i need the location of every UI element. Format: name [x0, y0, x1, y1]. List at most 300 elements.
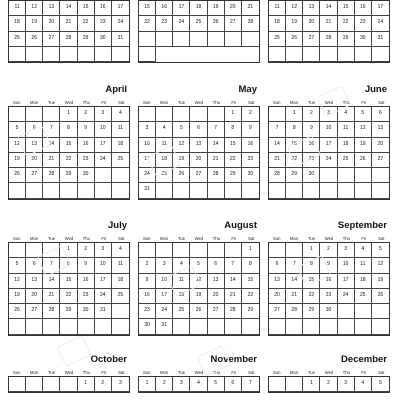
- day-cell: [95, 183, 112, 198]
- weekday-label: Sat: [378, 370, 385, 375]
- weekday-header: [8, 100, 130, 105]
- day-cell: [208, 1, 225, 16]
- day-cell: [173, 319, 190, 334]
- day-cell: [303, 153, 320, 168]
- day-number: 3: [344, 380, 348, 386]
- day-cell: [112, 107, 129, 122]
- day-cell: [355, 319, 372, 334]
- weekday-label: Thu: [212, 236, 220, 241]
- day-cell: [156, 304, 173, 319]
- day-number: 8: [67, 125, 70, 132]
- day-cell: [320, 304, 337, 319]
- day-number: 20: [274, 291, 280, 298]
- day-cell: [9, 304, 26, 319]
- day-number: 5: [379, 380, 382, 386]
- day-number: 1: [67, 246, 70, 252]
- day-number: 2: [145, 261, 149, 268]
- day-cell: [269, 319, 286, 334]
- day-number: 16: [144, 291, 150, 298]
- day-cell: [43, 183, 60, 198]
- day-cell: [208, 319, 225, 334]
- day-cell: [95, 168, 112, 183]
- day-cell: [26, 153, 43, 168]
- day-number: 29: [82, 34, 89, 41]
- day-number: 26: [291, 34, 297, 41]
- day-cell: [26, 107, 43, 122]
- day-cell: [112, 16, 129, 31]
- day-cell: [286, 377, 303, 392]
- day-cell: [9, 107, 26, 122]
- day-cell: [286, 183, 303, 198]
- day-cell: [338, 168, 355, 183]
- day-number: 15: [247, 276, 254, 283]
- weekday-label: Tue: [178, 370, 186, 375]
- day-cell: [173, 304, 190, 319]
- day-number: 13: [274, 276, 280, 283]
- day-number: 30: [82, 171, 89, 178]
- day-cell: [303, 16, 320, 31]
- day-number: 25: [342, 155, 349, 162]
- day-cell: [9, 319, 26, 334]
- day-cell: [286, 107, 303, 122]
- day-cell: [242, 274, 259, 289]
- day-number: 10: [144, 140, 150, 147]
- day-number: 6: [214, 261, 218, 268]
- day-cell: [338, 243, 355, 258]
- weekday-label: Wed: [64, 370, 74, 375]
- day-cell: [78, 304, 95, 319]
- day-grid: [268, 242, 390, 336]
- day-number: 22: [291, 155, 297, 162]
- weekday-label: Sun: [12, 370, 21, 375]
- weekday-label: Sat: [248, 370, 255, 375]
- day-cell: [95, 153, 112, 168]
- day-cell: [372, 138, 389, 153]
- day-cell: [43, 258, 60, 273]
- day-cell: [173, 243, 190, 258]
- day-cell: [112, 122, 129, 137]
- day-number: 16: [308, 140, 315, 147]
- day-number: 6: [275, 261, 279, 268]
- day-number: 4: [179, 261, 183, 268]
- day-cell: [112, 183, 129, 198]
- day-cell: [242, 168, 259, 183]
- day-number: 26: [14, 307, 20, 314]
- day-cell: [78, 47, 95, 62]
- day-cell: [139, 107, 156, 122]
- day-cell: [372, 304, 389, 319]
- day-number: 31: [161, 322, 167, 329]
- day-number: 8: [249, 261, 252, 268]
- day-cell: [78, 274, 95, 289]
- day-cell: [225, 274, 242, 289]
- day-number: 14: [48, 140, 55, 147]
- day-cell: [338, 289, 355, 304]
- day-cell: [320, 289, 337, 304]
- day-cell: [112, 258, 129, 273]
- day-cell: [9, 274, 26, 289]
- day-number: 24: [178, 19, 185, 26]
- day-cell: [139, 183, 156, 198]
- day-number: 11: [161, 140, 167, 147]
- day-number: 2: [249, 110, 252, 116]
- day-cell: [173, 138, 190, 153]
- day-number: 7: [231, 261, 235, 268]
- day-number: 5: [15, 261, 19, 268]
- day-grid: [8, 106, 130, 200]
- day-number: 3: [101, 110, 105, 116]
- weekday-label: Sun: [272, 370, 281, 375]
- day-cell: [269, 183, 286, 198]
- day-cell: [156, 243, 173, 258]
- day-cell: [26, 1, 43, 16]
- day-cell: [139, 1, 156, 16]
- day-cell: [95, 377, 112, 392]
- day-cell: [95, 138, 112, 153]
- day-cell: [112, 304, 129, 319]
- day-cell: [372, 32, 389, 47]
- day-number: 25: [359, 291, 366, 298]
- weekday-label: Sat: [248, 100, 255, 105]
- day-cell: [156, 1, 173, 16]
- day-number: 22: [65, 291, 72, 298]
- weekday-label: Sat: [118, 236, 125, 241]
- day-number: 5: [15, 125, 19, 132]
- day-cell: [190, 16, 207, 31]
- day-cell: [43, 377, 60, 392]
- day-cell: [78, 122, 95, 137]
- day-number: 14: [325, 4, 332, 10]
- day-number: 9: [327, 261, 330, 268]
- day-cell: [338, 319, 355, 334]
- day-cell: [60, 377, 77, 392]
- day-number: 10: [325, 125, 332, 132]
- day-number: 19: [14, 291, 20, 298]
- weekday-header: [138, 236, 260, 241]
- day-number: 18: [117, 276, 124, 283]
- day-cell: [303, 289, 320, 304]
- day-cell: [269, 304, 286, 319]
- day-grid: [8, 242, 130, 336]
- day-cell: [26, 122, 43, 137]
- day-cell: [9, 47, 26, 62]
- day-cell: [269, 47, 286, 62]
- day-number: 27: [229, 19, 236, 26]
- day-number: 25: [161, 171, 167, 178]
- day-cell: [269, 289, 286, 304]
- weekday-label: Fri: [101, 236, 107, 241]
- day-cell: [320, 243, 337, 258]
- day-cell: [269, 138, 286, 153]
- day-cell: [173, 32, 190, 47]
- day-cell: [225, 153, 242, 168]
- day-cell: [320, 16, 337, 31]
- day-cell: [208, 377, 225, 392]
- day-number: 24: [342, 291, 349, 298]
- day-cell: [43, 47, 60, 62]
- day-number: 4: [119, 246, 122, 252]
- day-cell: [190, 243, 207, 258]
- day-cell: [139, 122, 156, 137]
- day-number: 15: [308, 276, 315, 283]
- day-number: 20: [31, 155, 37, 162]
- day-cell: [286, 153, 303, 168]
- day-cell: [320, 168, 337, 183]
- day-number: 12: [178, 140, 185, 147]
- day-cell: [355, 47, 372, 62]
- weekday-label: Sat: [118, 100, 125, 105]
- day-cell: [139, 377, 156, 392]
- day-cell: [112, 1, 129, 16]
- day-number: 20: [229, 4, 236, 10]
- day-number: 29: [291, 171, 297, 178]
- day-cell: [139, 47, 156, 62]
- day-number: 19: [178, 155, 185, 162]
- day-cell: [60, 243, 77, 258]
- day-cell: [320, 377, 337, 392]
- weekday-label: Fri: [231, 370, 237, 375]
- day-number: 28: [291, 307, 297, 314]
- day-cell: [112, 138, 129, 153]
- day-cell: [269, 16, 286, 31]
- day-number: 28: [229, 307, 236, 314]
- day-cell: [225, 304, 242, 319]
- day-number: 27: [212, 307, 219, 314]
- day-number: 24: [144, 171, 150, 178]
- day-cell: [26, 47, 43, 62]
- day-number: 20: [212, 291, 219, 298]
- day-cell: [303, 243, 320, 258]
- day-cell: [60, 304, 77, 319]
- day-grid: [268, 0, 390, 63]
- weekday-label: Tue: [48, 370, 56, 375]
- day-number: 25: [178, 307, 185, 314]
- day-cell: [320, 138, 337, 153]
- day-cell: [190, 274, 207, 289]
- day-cell: [43, 153, 60, 168]
- weekday-label: Thu: [342, 100, 350, 105]
- day-cell: [338, 183, 355, 198]
- day-cell: [286, 47, 303, 62]
- day-number: 22: [308, 291, 315, 298]
- day-cell: [303, 258, 320, 273]
- day-cell: [320, 319, 337, 334]
- day-number: 25: [117, 291, 124, 298]
- day-cell: [225, 32, 242, 47]
- day-number: 5: [197, 261, 200, 268]
- day-number: 16: [359, 4, 366, 10]
- weekday-header: [8, 370, 130, 375]
- day-number: 17: [161, 291, 167, 298]
- day-cell: [26, 138, 43, 153]
- day-number: 19: [377, 276, 384, 283]
- day-cell: [60, 183, 77, 198]
- day-number: 7: [49, 261, 53, 268]
- day-cell: [156, 107, 173, 122]
- day-cell: [320, 274, 337, 289]
- day-cell: [286, 319, 303, 334]
- day-cell: [338, 122, 355, 137]
- day-cell: [355, 274, 372, 289]
- month-title: April: [105, 84, 127, 95]
- day-cell: [190, 289, 207, 304]
- weekday-label: Wed: [324, 236, 334, 241]
- day-number: 1: [309, 380, 313, 386]
- day-cell: [173, 153, 190, 168]
- day-number: 19: [14, 155, 20, 162]
- day-cell: [9, 153, 26, 168]
- day-cell: [112, 153, 129, 168]
- day-number: 20: [31, 291, 37, 298]
- weekday-header: [138, 100, 260, 105]
- day-number: 23: [359, 19, 366, 26]
- day-number: 2: [162, 380, 166, 386]
- month-title: June: [364, 84, 387, 95]
- day-cell: [78, 319, 95, 334]
- weekday-label: Wed: [194, 370, 204, 375]
- day-cell: [26, 168, 43, 183]
- day-cell: [242, 16, 259, 31]
- day-number: 18: [14, 19, 20, 26]
- day-grid: [138, 0, 260, 63]
- day-cell: [78, 107, 95, 122]
- day-cell: [139, 274, 156, 289]
- day-cell: [156, 168, 173, 183]
- day-cell: [173, 258, 190, 273]
- day-cell: [156, 319, 173, 334]
- day-cell: [112, 319, 129, 334]
- day-cell: [286, 16, 303, 31]
- day-cell: [43, 243, 60, 258]
- day-cell: [355, 1, 372, 16]
- day-cell: [242, 319, 259, 334]
- day-cell: [173, 168, 190, 183]
- day-number: 29: [65, 171, 72, 178]
- day-number: 3: [145, 125, 149, 132]
- day-number: 28: [48, 171, 55, 178]
- day-number: 1: [67, 110, 70, 116]
- weekday-label: Tue: [48, 236, 56, 241]
- day-cell: [9, 289, 26, 304]
- day-number: 4: [344, 110, 348, 116]
- day-cell: [95, 319, 112, 334]
- day-number: 18: [195, 4, 202, 10]
- day-number: 17: [342, 276, 349, 283]
- day-cell: [286, 289, 303, 304]
- day-number: 28: [325, 34, 332, 41]
- day-cell: [269, 153, 286, 168]
- weekday-label: Fri: [231, 236, 237, 241]
- day-number: 15: [82, 4, 89, 10]
- day-number: 20: [195, 155, 202, 162]
- day-cell: [43, 107, 60, 122]
- day-cell: [78, 138, 95, 153]
- day-number: 22: [229, 155, 236, 162]
- day-cell: [242, 243, 259, 258]
- day-number: 10: [99, 261, 106, 268]
- day-cell: [95, 47, 112, 62]
- day-cell: [112, 243, 129, 258]
- day-cell: [372, 47, 389, 62]
- day-number: 2: [327, 246, 330, 252]
- day-cell: [372, 107, 389, 122]
- day-number: 23: [325, 291, 332, 298]
- day-cell: [60, 168, 77, 183]
- day-cell: [43, 16, 60, 31]
- day-cell: [225, 243, 242, 258]
- day-cell: [190, 168, 207, 183]
- day-cell: [190, 122, 207, 137]
- day-number: 11: [14, 4, 20, 10]
- day-number: 16: [247, 140, 254, 147]
- day-cell: [190, 138, 207, 153]
- day-number: 3: [179, 380, 183, 386]
- day-number: 18: [274, 19, 280, 26]
- day-number: 31: [117, 34, 124, 41]
- day-cell: [9, 243, 26, 258]
- weekday-label: Tue: [308, 236, 316, 241]
- day-number: 15: [65, 276, 72, 283]
- day-number: 13: [31, 140, 37, 147]
- weekday-label: Fri: [361, 100, 367, 105]
- day-cell: [372, 1, 389, 16]
- day-cell: [190, 183, 207, 198]
- day-number: 26: [14, 171, 20, 178]
- day-cell: [269, 122, 286, 137]
- weekday-label: Wed: [194, 236, 204, 241]
- day-number: 30: [82, 307, 89, 314]
- day-cell: [242, 183, 259, 198]
- day-cell: [43, 138, 60, 153]
- day-number: 25: [14, 34, 20, 41]
- day-cell: [139, 138, 156, 153]
- weekday-label: Wed: [64, 236, 74, 241]
- day-number: 25: [117, 155, 124, 162]
- day-cell: [225, 289, 242, 304]
- day-number: 15: [229, 140, 236, 147]
- day-cell: [303, 32, 320, 47]
- day-cell: [139, 32, 156, 47]
- day-number: 24: [325, 155, 332, 162]
- day-number: 15: [342, 4, 349, 10]
- day-number: 17: [99, 140, 106, 147]
- weekday-label: Tue: [178, 236, 186, 241]
- day-cell: [26, 377, 43, 392]
- day-number: 10: [99, 125, 106, 132]
- day-number: 2: [309, 110, 313, 116]
- day-cell: [95, 243, 112, 258]
- day-cell: [43, 168, 60, 183]
- weekday-label: Sun: [272, 100, 281, 105]
- day-cell: [95, 304, 112, 319]
- day-number: 29: [229, 171, 236, 178]
- day-cell: [139, 243, 156, 258]
- day-number: 4: [119, 110, 122, 116]
- day-cell: [78, 289, 95, 304]
- day-cell: [190, 32, 207, 47]
- day-number: 22: [82, 19, 89, 26]
- day-number: 28: [212, 171, 219, 178]
- day-number: 23: [161, 19, 167, 26]
- day-cell: [60, 319, 77, 334]
- day-cell: [9, 16, 26, 31]
- day-number: 16: [99, 4, 106, 10]
- day-cell: [303, 138, 320, 153]
- day-number: 8: [292, 125, 296, 132]
- day-cell: [286, 274, 303, 289]
- day-grid: [138, 242, 260, 336]
- day-cell: [156, 183, 173, 198]
